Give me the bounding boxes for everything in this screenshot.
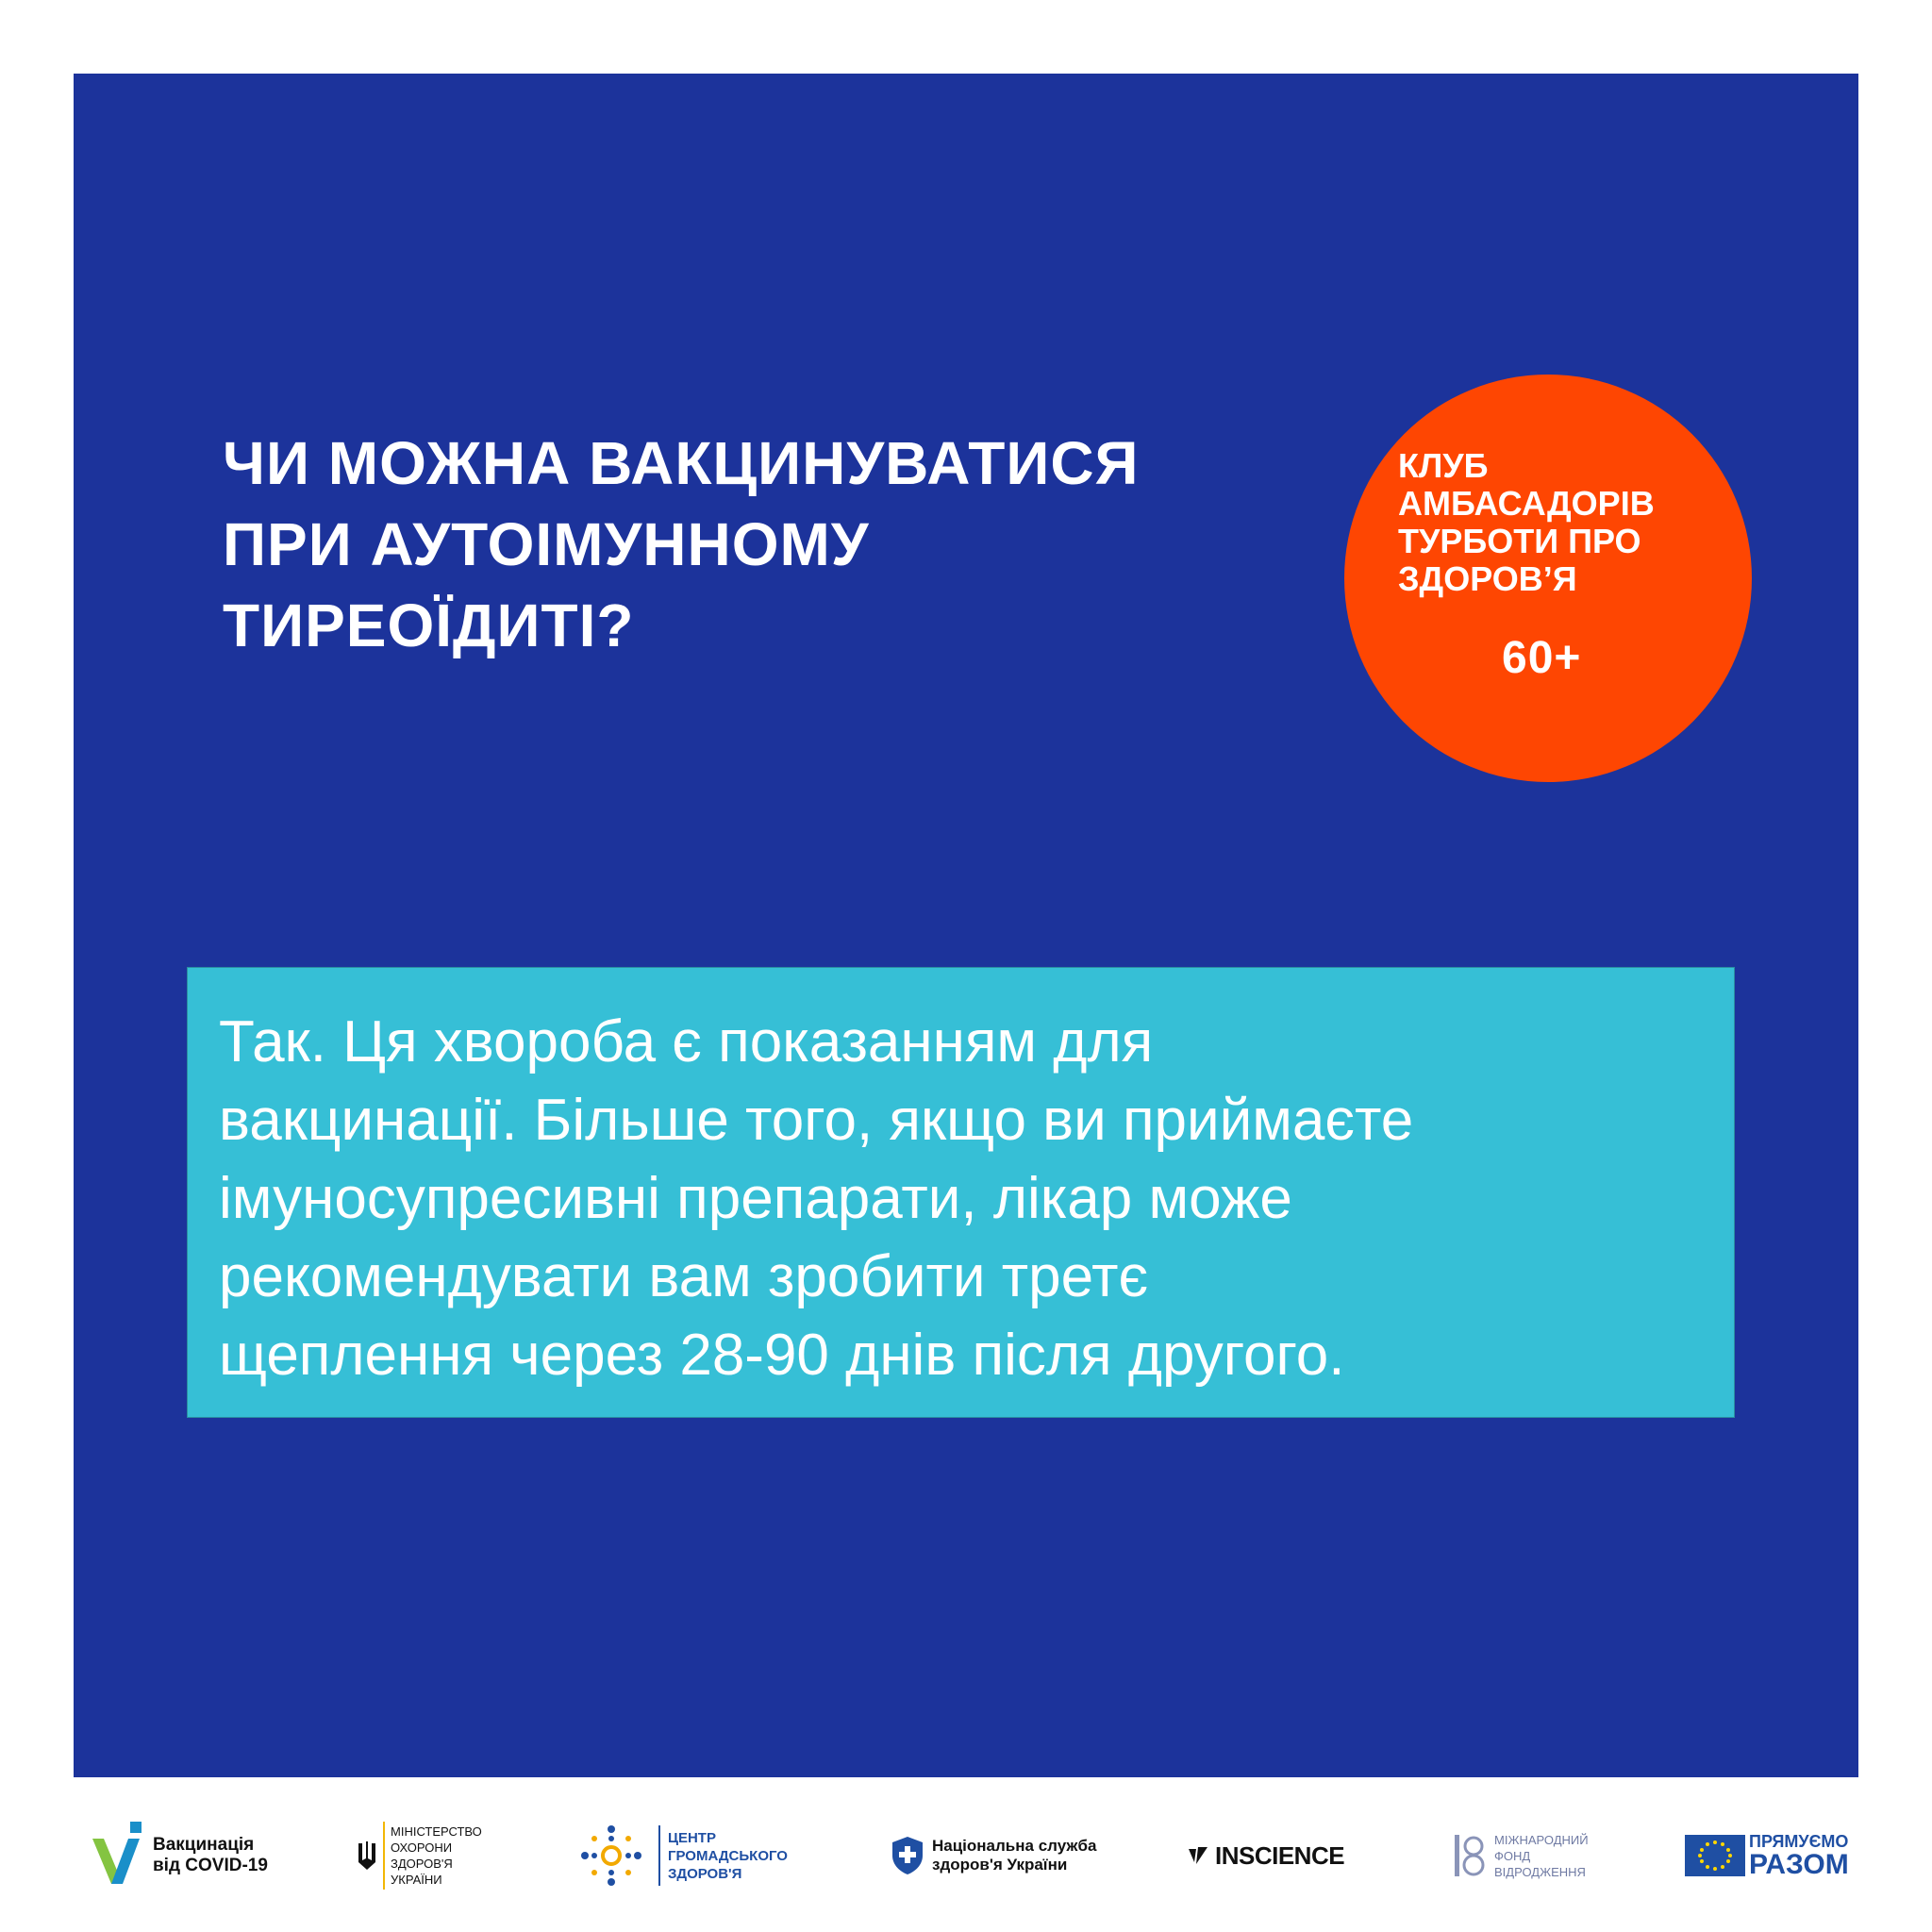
eu-logo-line-2: РАЗОМ (1749, 1849, 1849, 1880)
answer-line: Так. Ця хвороба є показанням для (219, 1009, 1154, 1074)
headline-line: ЧИ МОЖНА ВАКЦИНУВАТИСЯ (223, 429, 1140, 497)
partner-logo-irf (1453, 1813, 1589, 1898)
moh-logo-line: ОХОРОНИ (391, 1840, 453, 1855)
phc-logo-line: ЗДОРОВ'Я (668, 1865, 742, 1882)
answer-text (219, 1003, 1728, 1394)
club-title-line: КЛУБ (1398, 446, 1489, 485)
phc-dots-icon (574, 1818, 649, 1893)
partner-logo-nhsu (891, 1813, 1096, 1898)
eu-logo-line-1: ПРЯМУЄМО (1749, 1832, 1849, 1851)
eu-flag-icon (1685, 1835, 1745, 1876)
vaccination-logo-line: від COVID-19 (153, 1856, 268, 1875)
phc-logo-line: ЦЕНТР (668, 1829, 716, 1846)
partner-logo-inscience (1187, 1813, 1344, 1898)
club-title (1398, 447, 1655, 598)
nhsu-logo-line: Національна служба (932, 1837, 1097, 1855)
irf-logo-line: МІЖНАРОДНИЙ (1494, 1832, 1589, 1847)
poster-background (74, 74, 1858, 1777)
phc-logo-line: ГРОМАДСЬКОГО (668, 1847, 788, 1864)
headline-line: ТИРЕОЇДИТІ? (223, 591, 635, 659)
trident-icon (357, 1840, 377, 1872)
irf-logo-line: ВІДРОДЖЕННЯ (1494, 1864, 1586, 1879)
headline-line: ПРИ АУТОІМУННОМУ (223, 510, 870, 578)
inscience-mark-icon (1187, 1845, 1209, 1866)
phc-divider (658, 1825, 660, 1886)
club-title-line: АМБАСАДОРІВ (1398, 484, 1655, 523)
partner-logo-moh (357, 1813, 482, 1898)
club-age: 60+ (1502, 633, 1582, 683)
answer-line: імуносупресивні препарати, лікар може (219, 1166, 1292, 1231)
vaccination-logo-line: Вакцинація (153, 1835, 255, 1855)
moh-logo-line: ЗДОРОВ'Я (391, 1857, 453, 1871)
inscience-logo-text: INSCIENCE (1215, 1840, 1345, 1870)
vaccination-v-icon (89, 1822, 145, 1890)
headline (223, 423, 1336, 666)
irf-mark-icon (1453, 1833, 1485, 1878)
club-title-line: ЗДОРОВ’Я (1398, 559, 1577, 598)
moh-divider (383, 1822, 385, 1890)
nhsu-logo-line: здоров'я України (932, 1856, 1068, 1874)
nhsu-shield-icon (891, 1835, 924, 1876)
partner-logo-phc (574, 1813, 788, 1898)
moh-logo-line: УКРАЇНИ (391, 1873, 442, 1887)
partner-logo-eu (1685, 1813, 1849, 1898)
irf-logo-line: ФОНД (1494, 1848, 1531, 1863)
answer-line: вакцинації. Більше того, якщо ви приймаєте (219, 1088, 1414, 1153)
answer-line: рекомендувати вам зробити третє (219, 1244, 1149, 1309)
partner-logo-vaccination (89, 1813, 268, 1898)
moh-logo-line: МІНІСТЕРСТВО (391, 1824, 482, 1839)
answer-line: щеплення через 28-90 днів після другого. (219, 1323, 1345, 1388)
eu-logo-text (1749, 1832, 1849, 1879)
club-title-line: ТУРБОТИ ПРО (1398, 522, 1641, 560)
